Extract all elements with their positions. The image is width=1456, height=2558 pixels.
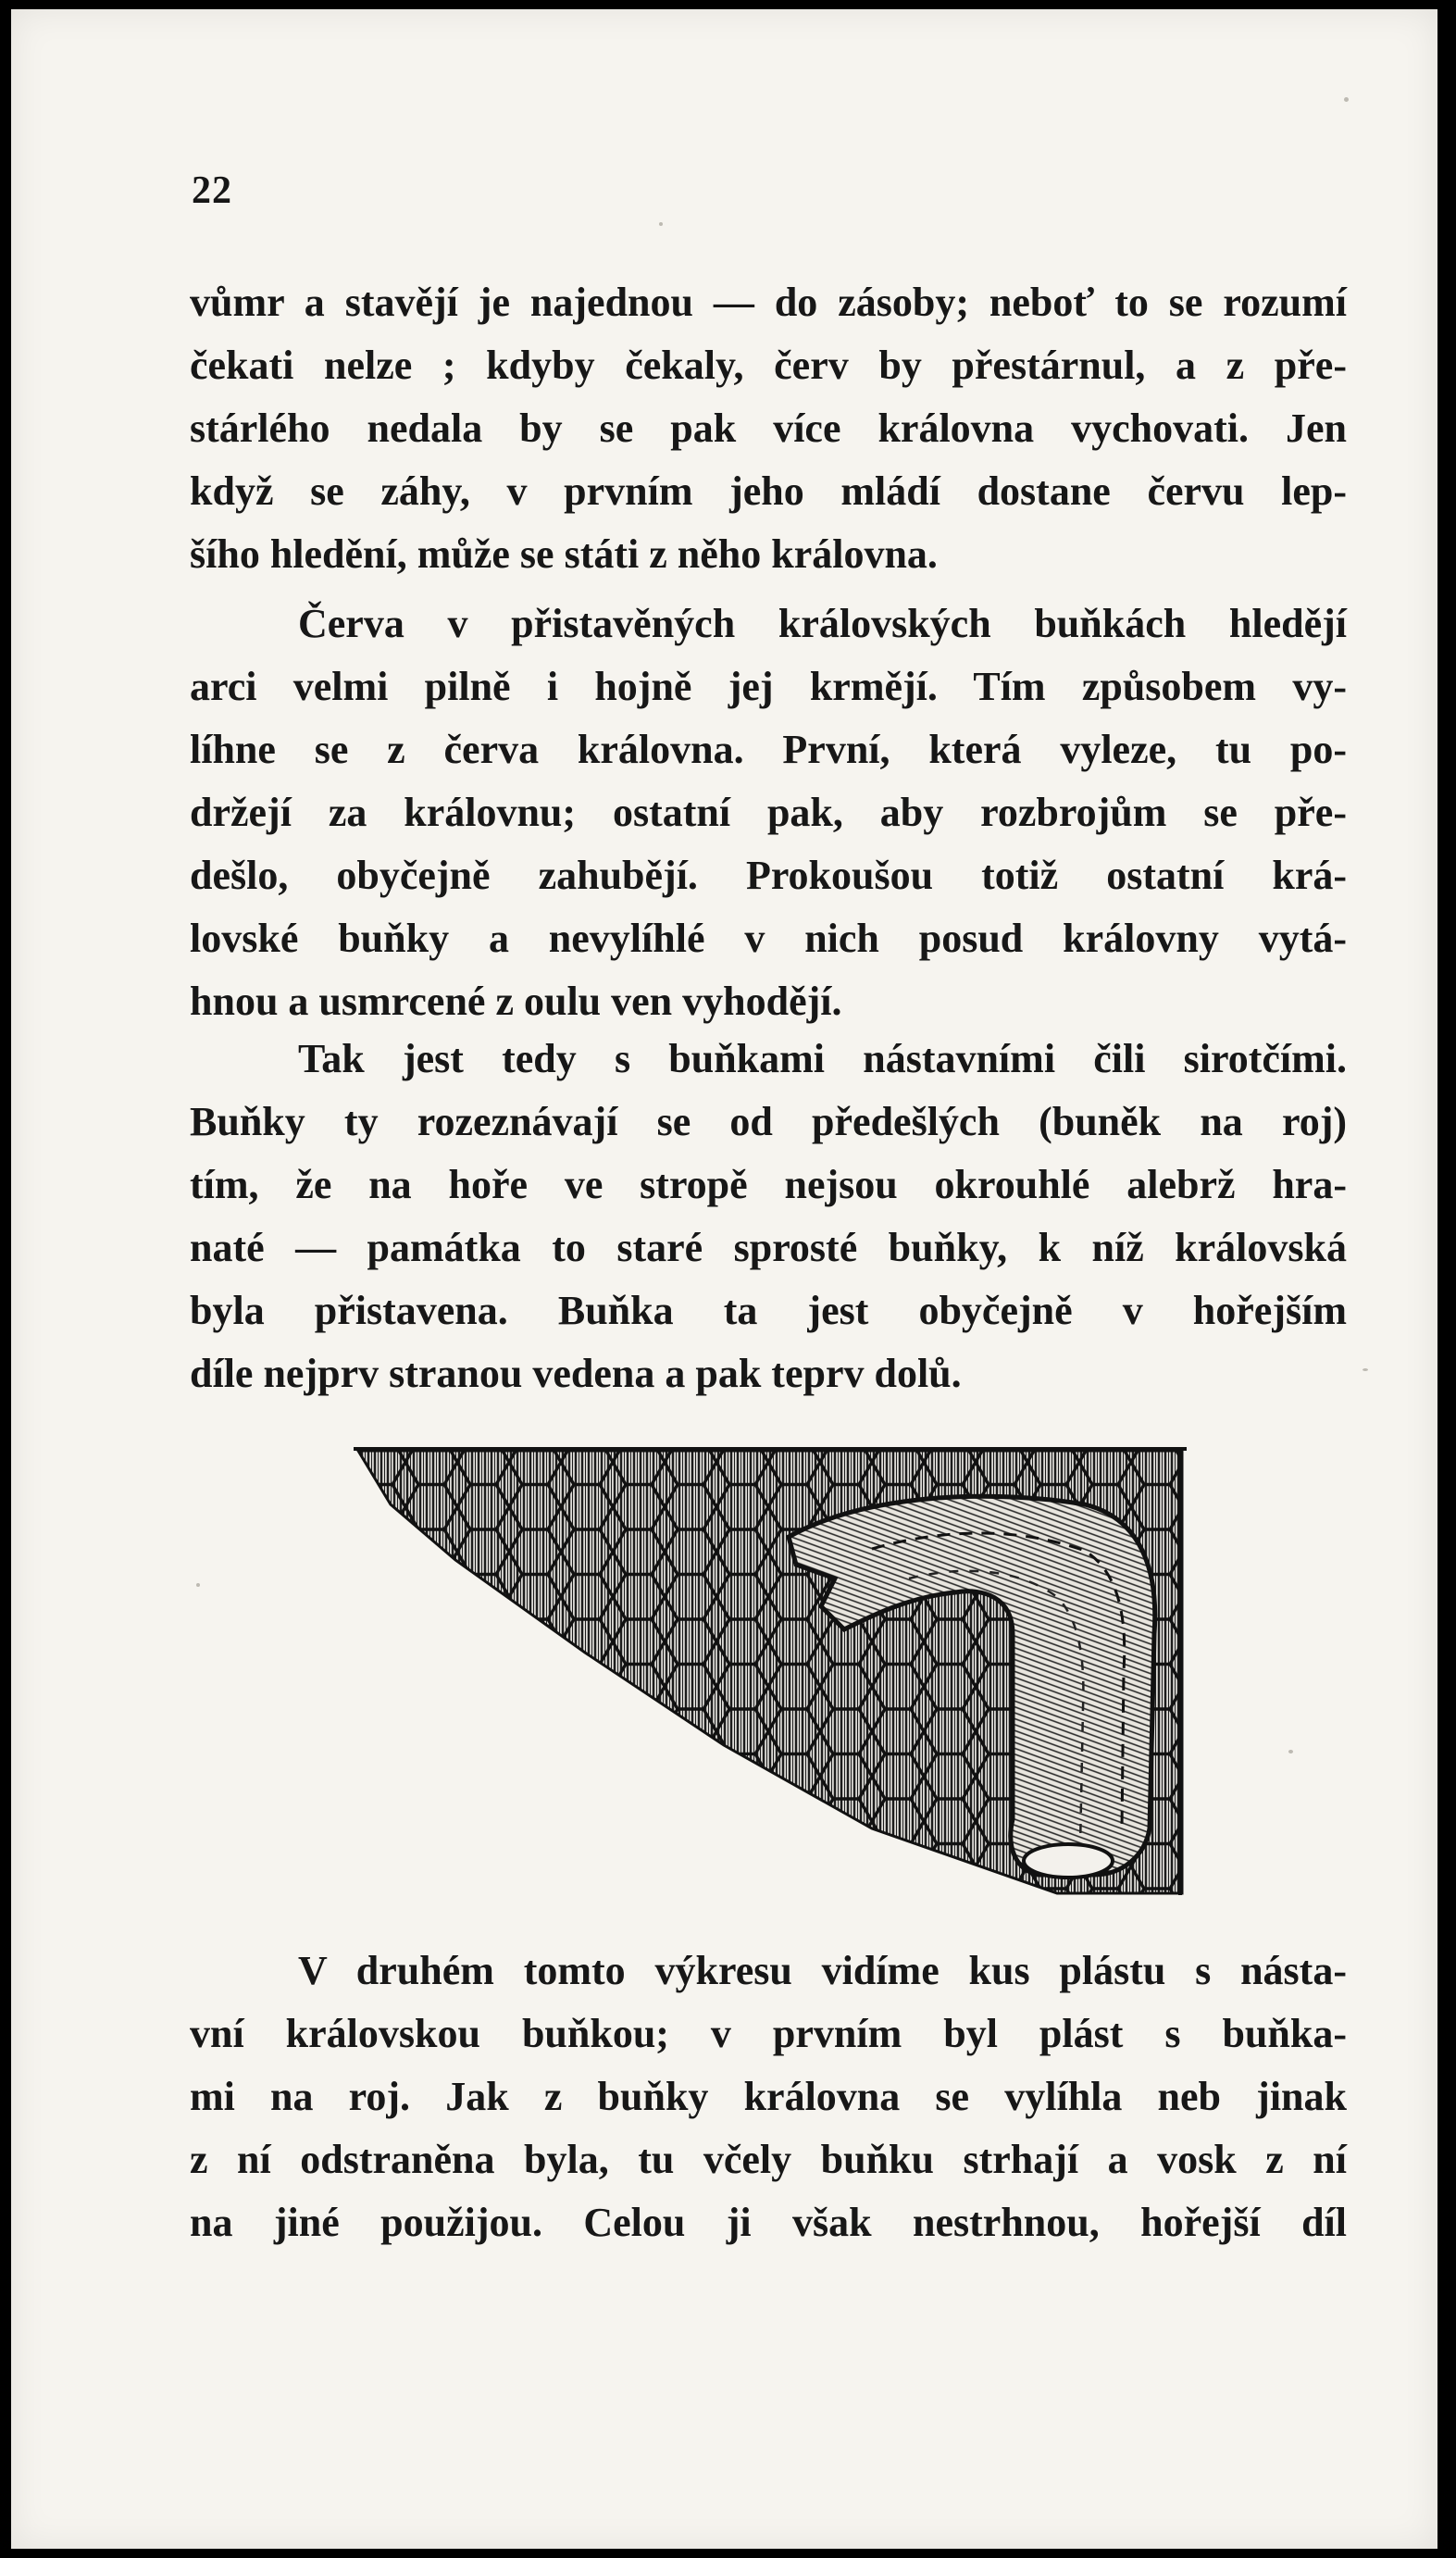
text-line: naté — památka to staré sprosté buňky, k níž královská bbox=[190, 1225, 1347, 1270]
text-line: Buňky ty rozeznávají se od předešlých (buněk na roj) bbox=[190, 1099, 1347, 1144]
text-line: vůmr a stavějí je najednou — do zásoby; neboť to se rozumí bbox=[190, 280, 1347, 325]
text-line: V druhém tomto výkresu vidíme kus plástu s násta- bbox=[298, 1948, 1347, 1993]
text-line: díle nejprv stranou vedena a pak teprv dolů. bbox=[190, 1351, 962, 1396]
text-line: lovské buňky a nevylíhlé v nich posud královny vytá- bbox=[190, 916, 1347, 961]
text-line: líhne se z červa královna. První, která vyleze, tu po- bbox=[190, 727, 1347, 772]
text-line: čekati nelze ; kdyby čekaly, červ by přestárnul, a z pře- bbox=[190, 343, 1347, 388]
text-line: byla přistavena. Buňka ta jest obyčejně v hořejším bbox=[190, 1288, 1347, 1333]
paragraph-1 bbox=[190, 271, 1347, 586]
text-line: arci velmi pilně i hojně jej krmějí. Tím způsobem vy- bbox=[190, 664, 1347, 709]
text-line: šího hledění, může se státi z něho královna. bbox=[190, 531, 938, 577]
text-line: stárlého nedala by se pak více královna vychovati. Jen bbox=[190, 406, 1347, 451]
honeycomb-queen-cell-illustration bbox=[354, 1440, 1187, 1903]
text-line: hnou a usmrcené z oulu ven vyhodějí. bbox=[190, 979, 842, 1024]
paragraph-4 bbox=[190, 1940, 1347, 2254]
scan-speck bbox=[659, 222, 663, 226]
paragraph-2 bbox=[190, 593, 1347, 1033]
scan-speck bbox=[196, 1583, 200, 1587]
text-line: dešlo, obyčejně zahubějí. Prokoušou totiž ostatní krá- bbox=[190, 853, 1347, 898]
text-line: Červa v přistavěných královských buňkách hledějí bbox=[298, 601, 1347, 646]
paragraph-3 bbox=[190, 1028, 1347, 1405]
text-line: na jiné použijou. Celou ji však nestrhnou, hořejší díl bbox=[190, 2200, 1347, 2245]
page-number: 22 bbox=[192, 169, 232, 212]
text-line: Tak jest tedy s buňkami nástavními čili sirotčími. bbox=[298, 1036, 1347, 1081]
text-line: držejí za královnu; ostatní pak, aby rozbrojům se pře- bbox=[190, 790, 1347, 835]
text-line: tím, že na hoře ve stropě nejsou okrouhlé alebrž hra- bbox=[190, 1162, 1347, 1207]
text-line: mi na roj. Jak z buňky královna se vylíhla neb jinak bbox=[190, 2074, 1347, 2119]
scan-speck bbox=[1288, 1750, 1293, 1753]
text-line: když se záhy, v prvním jeho mládí dostane červu lep- bbox=[190, 468, 1347, 514]
scan-speck bbox=[1344, 97, 1349, 102]
scan-speck bbox=[1363, 1368, 1368, 1371]
text-line: vní královskou buňkou; v prvním byl plást s buňka- bbox=[190, 2011, 1347, 2056]
text-line: z ní odstraněna byla, tu včely buňku strhají a vosk z ní bbox=[190, 2137, 1347, 2182]
scanned-page bbox=[11, 9, 1437, 2549]
